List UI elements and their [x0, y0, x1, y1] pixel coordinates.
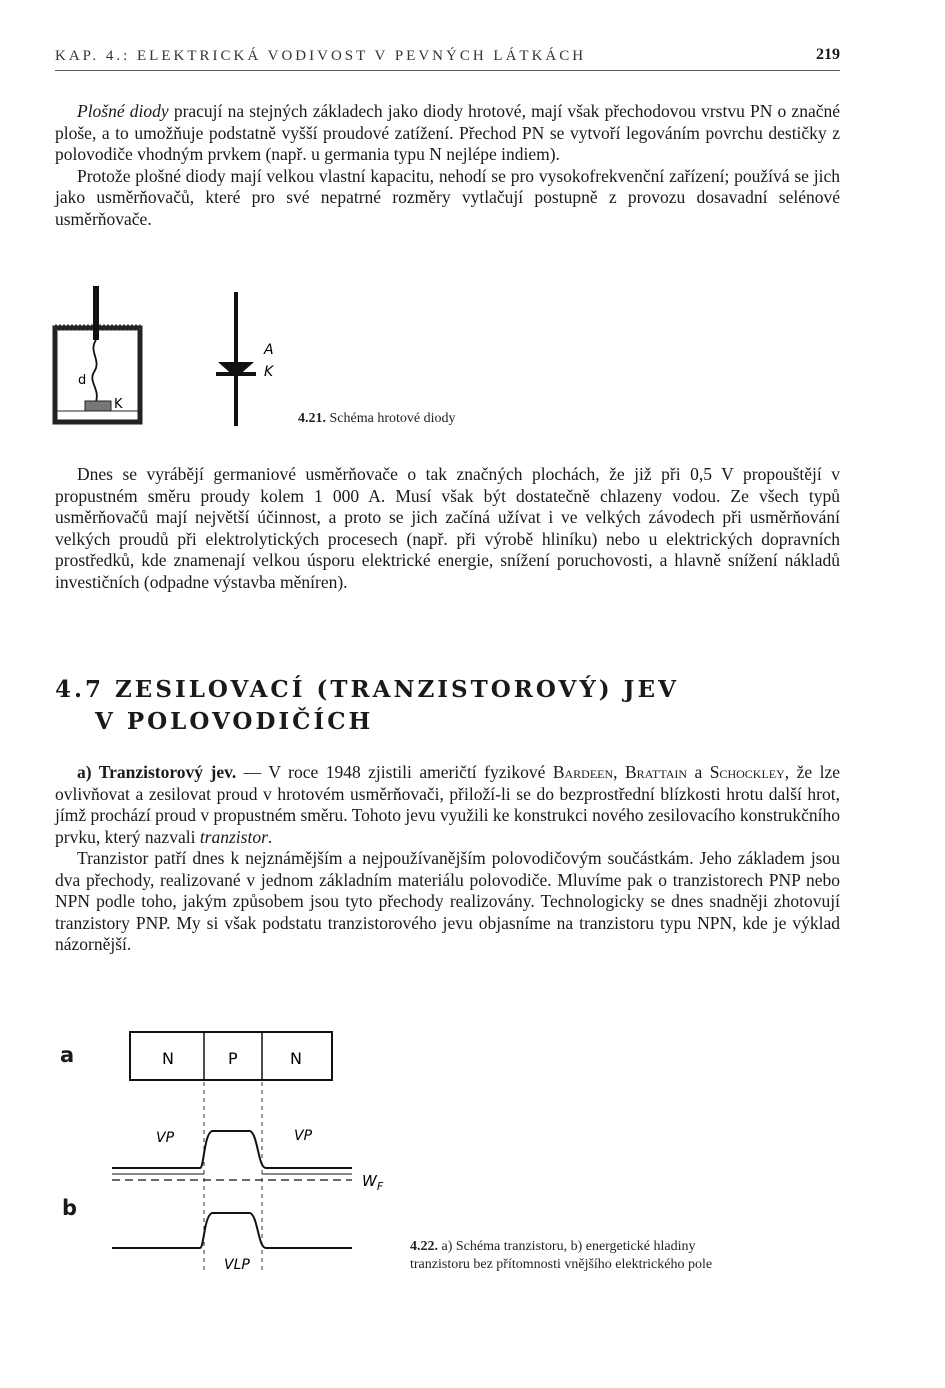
caption-4-22: [410, 1238, 712, 1274]
paragraph-text: , že lze ovlivňovat a zesilovat proud v hrotovém usměrňovači, přiloží-li se do bezprostřední blízkosti hrotu další hrot, jímž prochází proud v propustném směru. Tohoto jevu využili ke konstrukci nového zesilovacího konstrukčního prvku, který nazvali: [55, 762, 840, 847]
page-number: 219: [816, 46, 840, 63]
point-spring: [92, 340, 97, 402]
figure-label-a: a: [60, 1043, 75, 1067]
paragraph-text: pracují na stejných základech jako diody hrotové, mají však přechodovou vrstvu PN o značné ploše, a to umožňuje podstatně vyšší proudové zatížení. Přechod PN se vytvoří legováním povrchu destičky z polovodiče vhodným prvkem (např. u germania typu N nejlépe indiem).: [55, 101, 840, 164]
paragraph-plosne-diody: [55, 101, 840, 166]
label-wf-sub: F: [376, 1180, 384, 1193]
caption-text: Schéma hrotové diody: [326, 411, 456, 426]
name-bardeen: Bardeen: [552, 762, 614, 782]
label-vlp: VLP: [224, 1257, 250, 1273]
subsection-lead: a) Tranzistorový jev.: [77, 762, 237, 782]
label-d: d: [78, 373, 87, 388]
label-wf: [362, 1172, 384, 1193]
crystal: [85, 401, 111, 411]
caption-line1: a) Schéma tranzistoru, b) energetické hladiny: [438, 1239, 696, 1254]
label-anode: A: [264, 342, 274, 358]
caption-number: 4.21.: [298, 411, 326, 426]
separator: a: [687, 762, 710, 782]
region-n-left: N: [162, 1049, 174, 1068]
upper-band: [112, 1131, 352, 1168]
page-header: [55, 46, 840, 71]
paragraph-kapacita: Protože plošné diody mají velkou vlastní kapacitu, nehodí se pro vysokofrekvenční zařízení; používá se jich jako usměrňovačů, které pro své nepatrné rozměry vytlačují postupně z provozu dosavadní selénové usměrňovače.: [55, 165, 840, 229]
label-wf-main: W: [362, 1172, 377, 1190]
label-cathode: K: [264, 364, 274, 380]
intro-paragraphs: [55, 101, 840, 230]
region-n-right: N: [290, 1049, 302, 1068]
section-title-line1: 4.7 ZESILOVACÍ (TRANZISTOROVÝ) JEV: [55, 676, 679, 703]
paragraph-text: — V roce 1948 zjistili američtí fyzikové: [236, 762, 553, 782]
lead-term: Plošné diody: [77, 101, 169, 121]
region-p: P: [228, 1049, 238, 1068]
section-title: [55, 674, 755, 738]
paragraph-germanium: [55, 464, 840, 593]
figure-4-22: [100, 1028, 400, 1278]
term-tranzistor: tranzistor: [199, 826, 268, 847]
section-title-line2: V POLOVODIČÍCH: [95, 708, 374, 735]
name-schockley: Schockley: [709, 762, 785, 782]
label-vp-left: VP: [156, 1130, 175, 1146]
paragraph-end: .: [267, 826, 273, 847]
figure-label-b: b: [62, 1196, 78, 1220]
label-k-inner: K: [114, 397, 123, 412]
paragraph-tranzistorovy-jev: [55, 762, 840, 848]
paragraph-text: Dnes se vyrábějí germaniové usměrňovače o tak značných plochách, že již při 0,5 V propouštějí v propustném směru proudy kolem 1 000 A. Musí však být dostatečně chlazeny vodou. Ze všech typů usměrňovačů mají největší účinnost, a proto se jich začíná užívat i ve velkých závodech při usměrňování velkých proudů při elektrolytických procesech (např. při výrobě hliníku) nebo u elektrických dopravních prostředků, kde znamenají velkou úsporu elektrické energie, snížení poruchovosti, a hlavně snížení nákladů investičních (odpadne výstavba měníren).: [55, 464, 840, 592]
transistor-paragraphs: [55, 762, 840, 956]
name-brattain: Brattain: [624, 762, 688, 782]
paragraph-tranzistor: Tranzistor patří dnes k nejznámějším a nejpoužívanějším polovodičovým součástkám. Jeho základem jsou dva přechody, realizované v jednom základním materiálu polovodiče. Mluvíme pak o tranzistorech PNP nebo NPN podle toho, jakým způsobem jsou tyto přechody realizovány. Technologicky se dnes snadněji zhotovují tranzistory PNP. My si však podstatu tranzistorového jevu objasníme na tranzistoru typu NPN, kde je výklad názornější.: [55, 848, 840, 954]
caption-line2: tranzistoru bez přítomnosti vnějšího elektrického pole: [410, 1257, 713, 1272]
label-vp-right: VP: [294, 1128, 313, 1144]
caption-4-21: [298, 410, 455, 428]
caption-number: 4.22.: [410, 1239, 438, 1254]
lower-band: [112, 1213, 352, 1248]
running-head: KAP. 4.: ELEKTRICKÁ VODIVOST V PEVNÝCH LÁTKÁCH: [55, 48, 587, 64]
figure-4-21: [50, 284, 300, 429]
separator: ,: [613, 762, 625, 782]
